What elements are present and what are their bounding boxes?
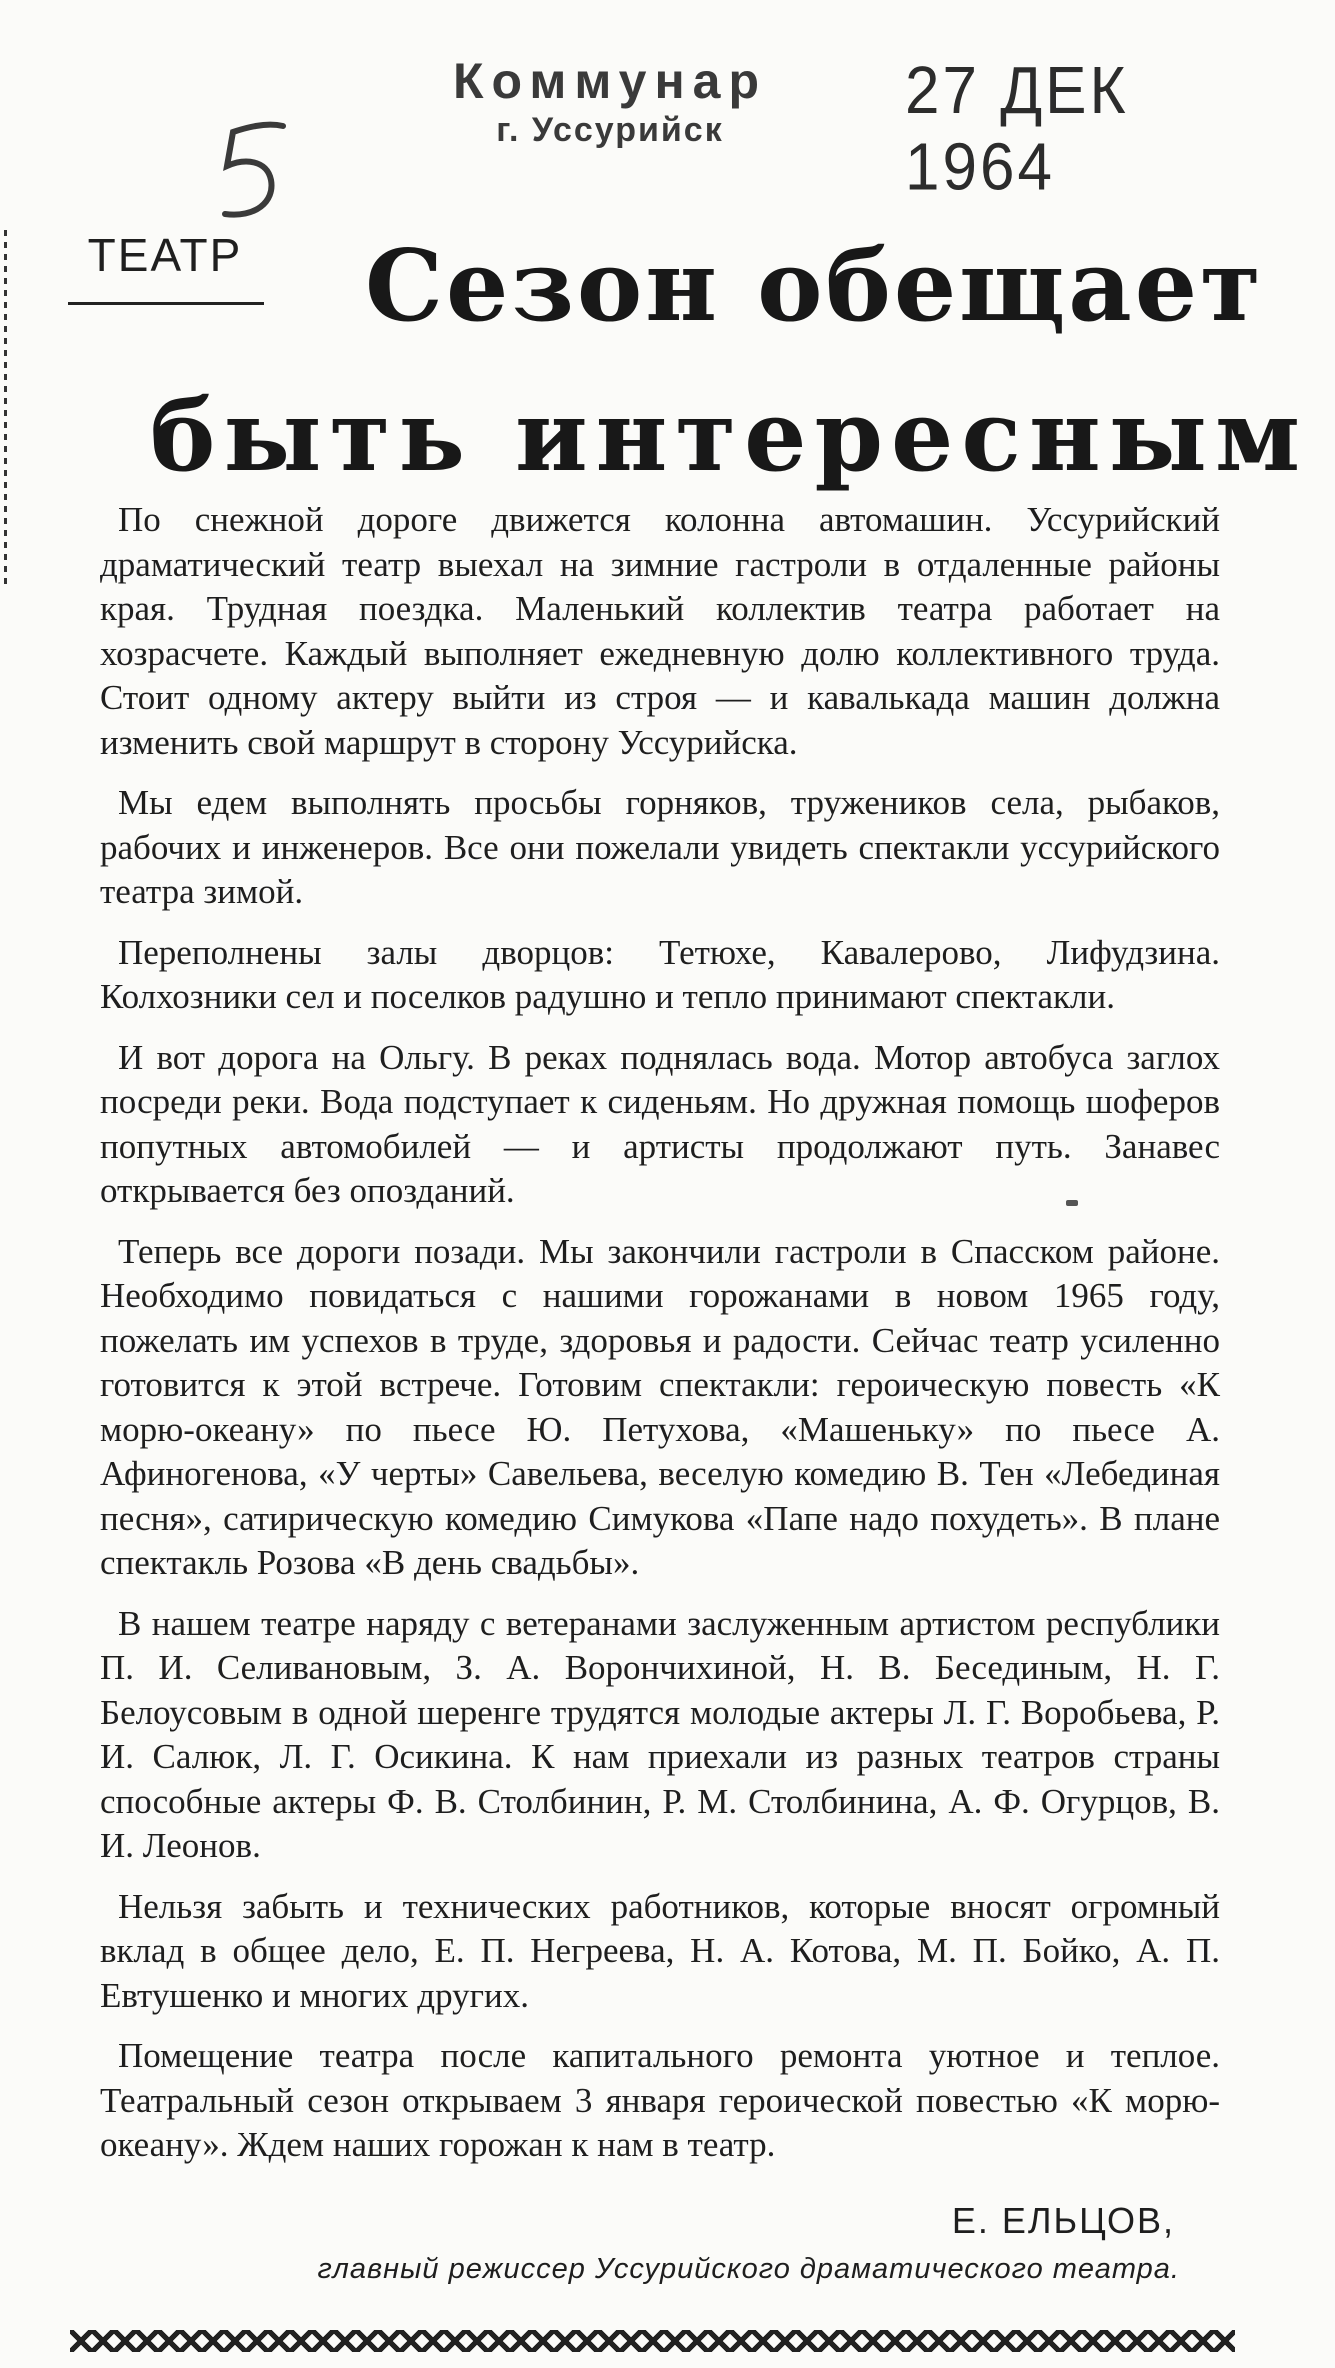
newspaper-stamp	[420, 52, 800, 150]
article-paragraph: Переполнены залы дворцов: Тетюхе, Кавалерово, Лифудзина. Колхозники сел и поселков радушно и тепло принимают спектакли.	[100, 932, 1220, 1016]
author-signature: Е. ЕЛЬЦОВ,	[951, 2200, 1175, 2241]
stamp-city: г. Уссурийск	[496, 111, 724, 149]
author-role: главный режиссер Уссурийского драматического театра.	[317, 2253, 1180, 2285]
article-paragraph: Мы едем выполнять просьбы горняков, тружеников села, рыбаков, рабочих и инженеров. Все они пожелали увидеть спектакли уссурийского театра зимой.	[100, 783, 1220, 911]
decorative-bottom-border	[70, 2330, 1235, 2352]
article-paragraph: По снежной дороге движется колонна автомашин. Уссурийский драматический театр выехал на зимние гастроли в отдаленные районы края. Трудная поездка. Маленький коллектив театра работает на хозрасчете. Каждый выполняет ежедневную долю коллективного труда. Стоит одному актеру выйти из строя — и кавалькада машин должна изменить свой маршрут в сторону Уссурийска.	[100, 500, 1220, 762]
article-paragraph: Помещение театра после капитального ремонта уютное и теплое. Театральный сезон открываем 3 января героической повестью «К морю-океану». Ждем наших горожан к нам в театр.	[100, 2036, 1220, 2164]
article-paragraph: Теперь все дороги позади. Мы закончили гастроли в Спасском районе. Необходимо повидаться с нашими горожанами в новом 1965 году, пожелать им успехов в труде, здоровья и радости. Сейчас театр усиленно готовится к этой встрече. Готовим спектакли: героическую повесть «К морю-океану» по пьесе Ю. Петухова, «Машеньку» по пьесе А. Афиногенова, «У черты» Савельева, веселую комедию В. Тен «Лебединая песня», сатирическую комедию Симукова «Папе надо похудеть». В плане спектакль Розова «В день свадьбы».	[100, 1231, 1220, 1582]
stamp-newspaper-name: Коммунар	[452, 53, 768, 109]
left-margin-dashes	[4, 230, 7, 590]
headline-line-2: быть интересным	[150, 379, 1309, 494]
print-speck	[1066, 1200, 1078, 1206]
headline-line-1: Сезон обещает	[365, 229, 1264, 344]
article-paragraph: И вот дорога на Ольгу. В реках поднялась вода. Мотор автобуса заглох посреди реки. Вода подступает к сиденьям. Но дружная помощь шоферов попутных автомобилей — и артисты продолжают путь. Занавес открывается без опозданий.	[100, 1037, 1220, 1210]
headline	[150, 212, 1309, 512]
section-rubric: ТЕАТР	[87, 229, 243, 281]
stamp-date: 27 ДЕК 1964	[905, 53, 1129, 205]
article-body	[100, 498, 1220, 2184]
article-paragraph: В нашем театре наряду с ветеранами заслуженным артистом республики П. И. Селивановым, З. А. Ворончихиной, Н. В. Бесединым, Н. Г. Белоусовым в одной шеренге трудятся молодые актеры Л. Г. Воробьева, Р. И. Салюк, Л. Г. Осикина. К нам приехали из разных театров страны способные актеры Ф. В. Столбинин, Р. М. Столбинина, А. Ф. Огурцов, В. И. Леонов.	[100, 1603, 1220, 1865]
article-paragraph: Нельзя забыть и технических работников, которые вносят огромный вклад в общее дело, Е. П. Негреева, Н. А. Котова, М. П. Бойко, А. П. Евтушенко и многих других.	[100, 1886, 1220, 2015]
